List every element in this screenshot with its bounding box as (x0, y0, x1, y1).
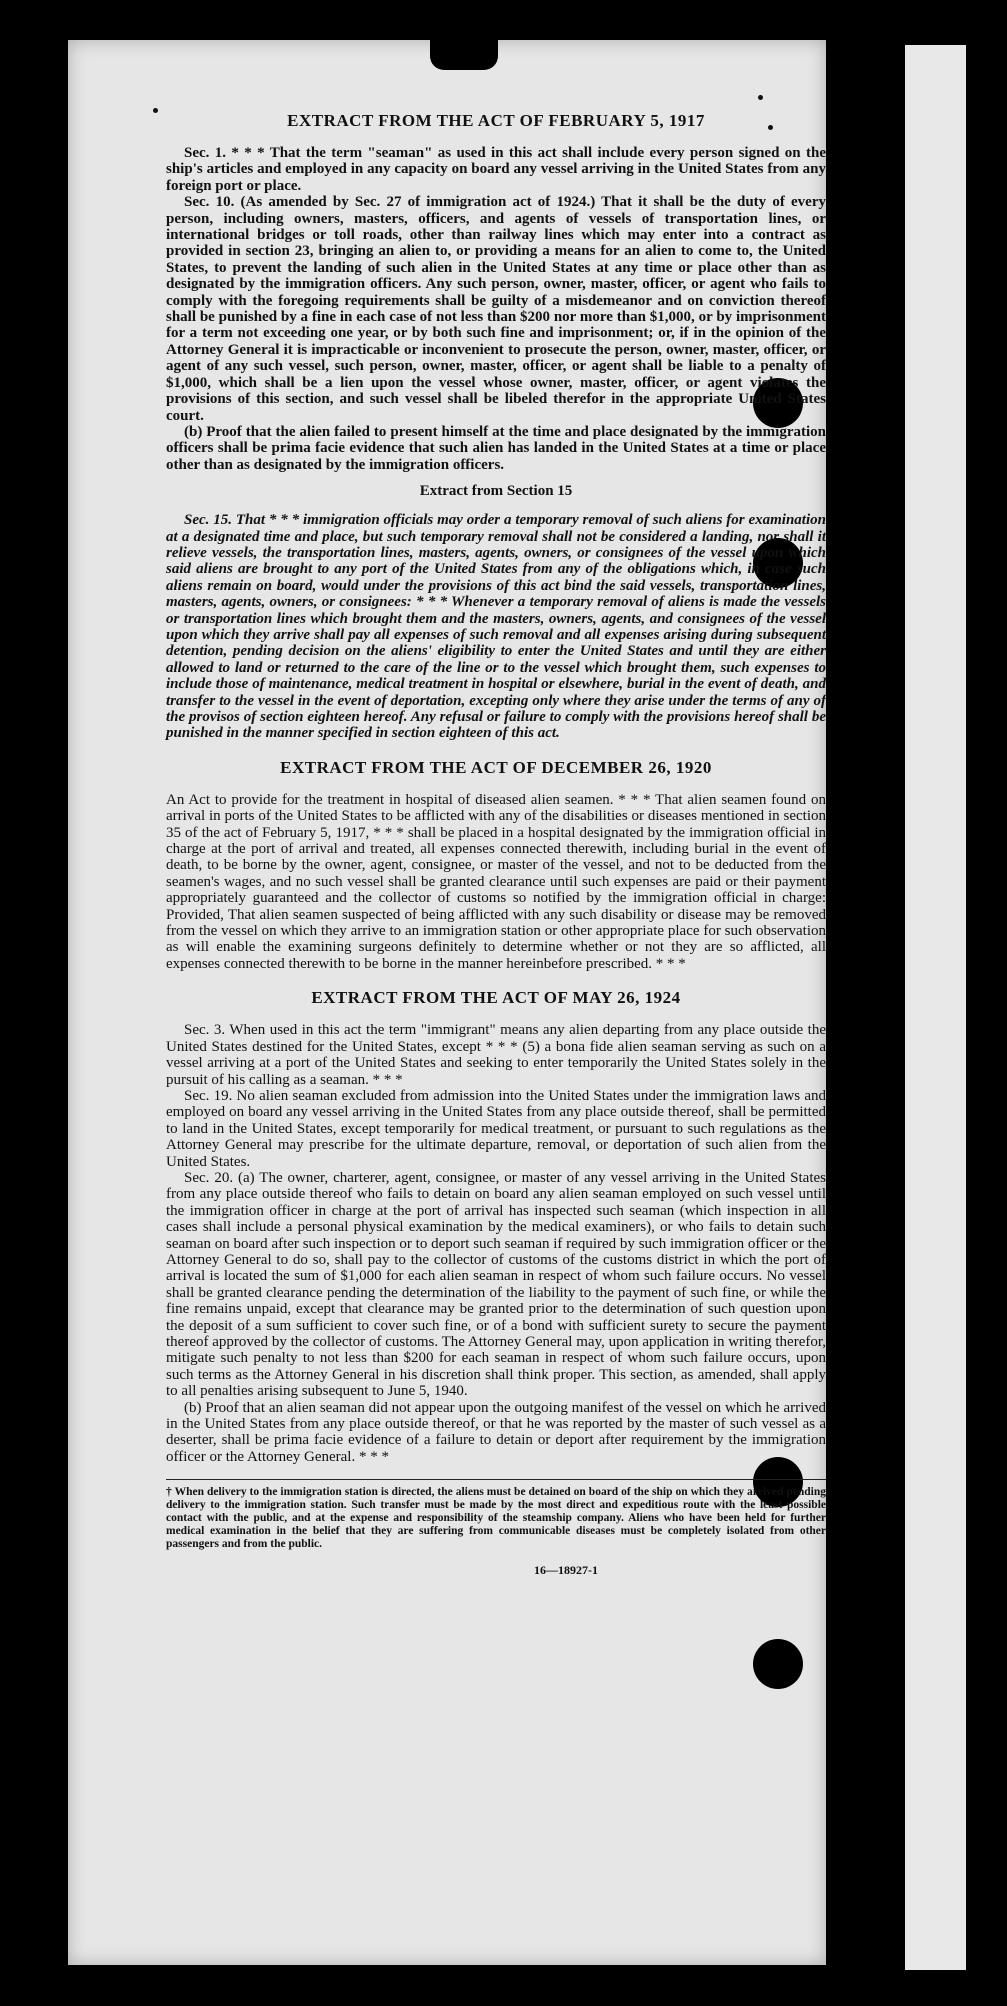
speck (153, 108, 158, 113)
paragraph-sec3: Sec. 3. When used in this act the term "immigrant" means any alien departing from any place outside the United States destined for the United States, except * * * (5) a bona fide alien seaman serving as such on a vessel arriving at a port of the United States and seeking to enter temporarily the United States solely in the pursuit of his calling as a seaman. * * * (166, 1022, 826, 1088)
section-heading-1920: EXTRACT FROM THE ACT OF DECEMBER 26, 1920 (280, 757, 712, 777)
document-page (68, 40, 826, 1965)
paragraph-sec10b: (b) Proof that the alien failed to present himself at the time and place designated by the immigration officers shall be prima facie evidence that such alien has landed in the United States at a time or place other than as designated by the immigration officers. (166, 423, 826, 473)
section-heading-1917: EXTRACT FROM THE ACT OF FEBRUARY 5, 1917 (287, 111, 705, 130)
page-notch (430, 36, 498, 70)
paragraph-sec15: Sec. 15. That * * * immigration officials may order a temporary removal of such aliens for examination at a designated time and place, but such temporary removal shall not be considered a landing, nor shall it relieve vessels, the transportation lines, masters, agents, owners, or consignees of the vessel upon which said aliens are brought to any port of the United States from any of the obligations which, in case such aliens remain on board, would under the provisions of this act bind the said vessels, transportation lines, masters, agents, owners, or consignees: * * * Whenever a temporary removal of aliens is made the vessels or transportation lines which brought them and the masters, owners, agents, and consignees of the vessel upon which they arrive shall pay all expenses of such removal and all expenses arising during subsequent detention, pending decision on the aliens' eligibility to enter the United States and until they are either allowed to land or returned to the care of the line or to the vessel which brought them, such expenses to include those of maintenance, medical treatment in hospital or elsewhere, burial in the event of death, and transfer to the vessel in the event of deportation, excepting only where they arise under the terms of any of the provisos of section eighteen hereof. Any refusal or failure to comply with the provisions hereof shall be punished in the manner specified in section eighteen of this act. (166, 512, 826, 742)
paragraph-sec20b: (b) Proof that an alien seaman did not appear upon the outgoing manifest of the vessel on which he arrived in the United States from any place outside thereof, or that he was reported by the master of such vessel as a deserter, shall be prima facie evidence of a failure to detain or deport after requirement by the immigration officer or the Attorney General. * * * (166, 1399, 826, 1465)
paragraph-1920-act: An Act to provide for the treatment in hospital of diseased alien seamen. * * * That alien seamen found on arrival in ports of the United States to be afflicted with any of the disabilities or diseases mentioned in section 35 of the act of February 5, 1917, * * * shall be placed in a hospital designated by the immigration official in charge at the port of arrival and treated, all expenses connected therewith, including burial in the event of death, to be borne by the owner, agent, consignee, or master of the vessel, and not to be deducted from the seamen's wages, and no such vessel shall be granted clearance until such expenses are paid or their payment appropriately guaranteed and the collector of customs so notified by the immigration official in charge: Provided, That alien seamen suspected of being afflicted with any such disability or disease may be removed from the vessel on which they arrive to an immigration station or other appropriate place for such observation as will enable the examining surgeons definitely to determine whether or not they are so afflicted, all expenses connected therewith to be borne in the manner hereinbefore prescribed. * * * (166, 791, 826, 972)
footnote-divider (166, 1479, 826, 1480)
paragraph-sec10: Sec. 10. (As amended by Sec. 27 of immigration act of 1924.) That it shall be the duty of every person, including owners, masters, officers, and agents of vessels of transportation lines, or international bridges or toll roads, other than railway lines which may enter into a contract as provided in section 23, bringing an alien to, or providing a means for an alien to come to, the United States, to prevent the landing of such alien in the United States at any time or place other than as designated by the immigration officers. Any such person, owner, master, officer, or agent who fails to comply with the foregoing requirements shall be guilty of a misdemeanor and on conviction thereof shall be punished by a fine in each case of not less than $200 nor more than $1,000, or by imprisonment for a term not exceeding one year, or by both such fine and imprisonment; or, if in the opinion of the Attorney General it is impracticable or inconvenient to prosecute the person, owner, master, officer, or agent of any such vessel, such person, owner, master, officer, or agent shall be liable to a penalty of $1,000, which shall be a lien upon the vessel whose owner, master, officer, or agent violates the provisions of this section, and such vessel shall be libeled therefor in the appropriate United States court. (166, 194, 826, 424)
punch-hole (753, 1639, 803, 1689)
form-number: 16—18927-1 (534, 1563, 598, 1578)
section-heading-1924: EXTRACT FROM THE ACT OF MAY 26, 1924 (311, 988, 681, 1008)
paragraph-sec20a: Sec. 20. (a) The owner, charterer, agent, consignee, or master of any vessel arriving in the United States from any place outside thereof who fails to detain on board any alien seaman employed on such vessel until the immigration officer in charge at the port of arrival has inspected such seaman (which inspection in all cases shall include a personal physical examination by the medical examiners), or who fails to detain such seaman on board after such inspection or to deport such seaman if required by such immigration officer or the Attorney General to do so, shall pay to the collector of customs of the customs district in which the port of arrival is located the sum of $1,000 for each alien seaman in respect of whom such failure occurs. No vessel shall be granted clearance pending the determination of the liability to the payment of such fine, or while the fine remains unpaid, except that clearance may be granted prior to the determination of such question upon the deposit of a sum sufficient to cover such fine, or of a bond with sufficient surety to secure the payment thereof approved by the collector of customs. The Attorney General may, upon application in writing therefor, mitigate such penalty to not less than $200 for each seaman in respect of whom such failure occurs, upon such terms as the Attorney General in his discretion shall think proper. This section, as amended, shall apply to all penalties arising subsequent to June 5, 1940. (166, 1169, 826, 1400)
subheading-section-15: Extract from Section 15 (419, 483, 573, 500)
paragraph-sec1: Sec. 1. * * * That the term "seaman" as used in this act shall include every person signed on the ship's articles and employed in any capacity on board any vessel arriving in the United States from any foreign port or place. (166, 145, 826, 194)
paragraph-sec19: Sec. 19. No alien seaman excluded from admission into the United States under the immigration laws and employed on board any vessel arriving in the United States from any place outside thereof, shall be permitted to land in the United States, except temporarily for medical treatment, or pursuant to such regulations as the Attorney General may prescribe for the ultimate departure, removal, or deportation of such alien from the United States. (166, 1087, 826, 1170)
adjacent-page-strip (905, 45, 966, 1970)
document-body (166, 95, 826, 1578)
footnote: † When delivery to the immigration station is directed, the aliens must be detained on board of the ship on which they arrived pending delivery to the immigration station. Such transfer must be made by the most direct and expeditious route with the least possible contact with the public, and at the expense and responsibility of the steamship company. Aliens who have been held for further medical examination in the belief that they are suffering from communicable diseases must be completely isolated from other passengers and from the public. (166, 1486, 826, 1551)
